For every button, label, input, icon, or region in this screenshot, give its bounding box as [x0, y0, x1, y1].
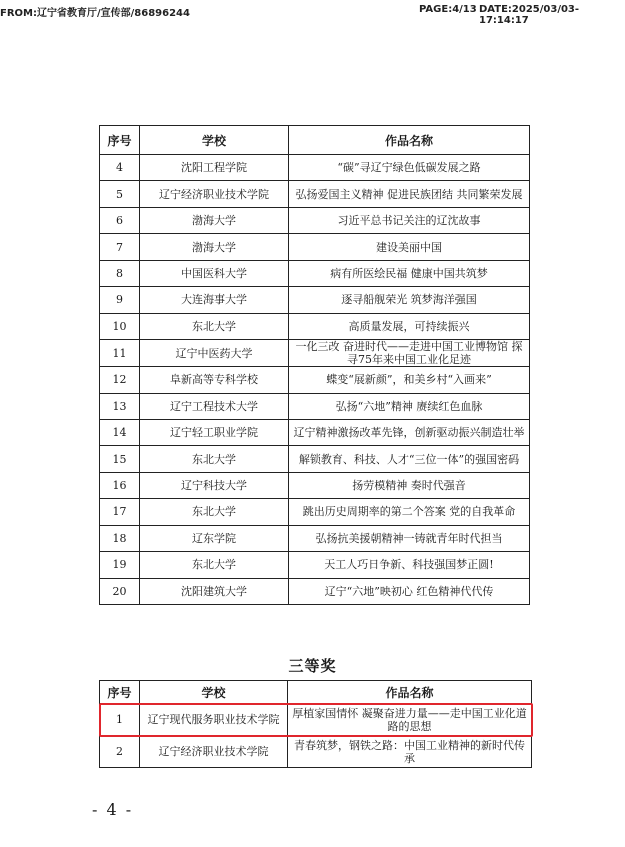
- serial-cell: 11: [100, 340, 140, 367]
- serial-cell: 12: [100, 367, 140, 393]
- work-title-cell: 弘扬“六地”精神 赓续红色血脉: [289, 393, 530, 419]
- table-row: [100, 736, 532, 768]
- school-cell: 辽宁科技大学: [140, 472, 289, 498]
- school-cell: 东北大学: [140, 313, 289, 339]
- serial-cell: 7: [100, 234, 140, 260]
- work-title-cell: “碳”寻辽宁绿色低碳发展之路: [289, 155, 530, 181]
- table-row: [100, 367, 530, 393]
- serial-cell: 13: [100, 393, 140, 419]
- fax-page: PAGE:4/13: [419, 4, 477, 15]
- section-title-third-prize: 三等奖: [288, 657, 337, 675]
- work-title-cell: 辽宁“六地”映初心 红色精神代代传: [289, 578, 530, 604]
- serial-cell: 2: [100, 736, 140, 768]
- serial-cell: 17: [100, 499, 140, 525]
- school-cell: 渤海大学: [140, 234, 289, 260]
- header-serial: 序号: [100, 681, 140, 704]
- table-row: [100, 340, 530, 367]
- school-cell: 辽宁现代服务职业技术学院: [140, 704, 288, 736]
- serial-cell: 14: [100, 419, 140, 445]
- fax-from: FROM:辽宁省教育厅/宣传部/86896244: [0, 8, 190, 19]
- table-row: [100, 419, 530, 445]
- table-row: [100, 313, 530, 339]
- work-title-cell: 青春筑梦，钢铁之路：中国工业精神的新时代传承: [288, 736, 532, 768]
- table-body: [100, 155, 530, 605]
- school-cell: 辽宁工程技术大学: [140, 393, 289, 419]
- work-title-cell: 辽宁精神激扬改革先锋，创新驱动振兴制造壮举: [289, 419, 530, 445]
- school-cell: 沈阳建筑大学: [140, 578, 289, 604]
- serial-cell: 15: [100, 446, 140, 472]
- school-cell: 辽宁经济职业技术学院: [140, 181, 289, 207]
- table-body: [100, 704, 532, 768]
- table-row: [100, 446, 530, 472]
- school-cell: 辽宁中医药大学: [140, 340, 289, 367]
- header-serial: 序号: [100, 126, 140, 155]
- school-cell: 辽宁经济职业技术学院: [140, 736, 288, 768]
- work-title-cell: 扬劳模精神 奏时代强音: [289, 472, 530, 498]
- work-title-cell: 建设美丽中国: [289, 234, 530, 260]
- serial-cell: 20: [100, 578, 140, 604]
- serial-cell: 16: [100, 472, 140, 498]
- fax-date: DATE:2025/03/03-17:14:17: [479, 4, 580, 26]
- table-row: [100, 704, 532, 736]
- table-row: [100, 181, 530, 207]
- header-school: 学校: [140, 681, 288, 704]
- serial-cell: 8: [100, 260, 140, 286]
- table-header-row: [100, 681, 532, 704]
- work-title-cell: 蝶变“展新颜”，和美乡村“入画来”: [289, 367, 530, 393]
- serial-cell: 1: [100, 704, 140, 736]
- serial-cell: 10: [100, 313, 140, 339]
- work-title-cell: 弘扬抗美援朝精神一铸就青年时代担当: [289, 525, 530, 551]
- table-row: [100, 525, 530, 551]
- work-title-cell: 一化三改 奋进时代——走进中国工业博物馆 探寻75年来中国工业化足迹: [289, 340, 530, 367]
- table-row: [100, 207, 530, 233]
- table-row: [100, 472, 530, 498]
- header-work: 作品名称: [288, 681, 532, 704]
- serial-cell: 6: [100, 207, 140, 233]
- serial-cell: 5: [100, 181, 140, 207]
- table-row: [100, 393, 530, 419]
- page-number: - 4 -: [92, 800, 134, 819]
- work-title-cell: 高质量发展，可持续振兴: [289, 313, 530, 339]
- school-cell: 大连海事大学: [140, 287, 289, 313]
- school-cell: 东北大学: [140, 499, 289, 525]
- school-cell: 渤海大学: [140, 207, 289, 233]
- school-cell: 东北大学: [140, 446, 289, 472]
- work-title-cell: 厚植家国情怀 凝聚奋进力量——走中国工业化道路的思想: [288, 704, 532, 736]
- school-cell: 沈阳工程学院: [140, 155, 289, 181]
- table-row: [100, 234, 530, 260]
- table-row: [100, 260, 530, 286]
- serial-cell: 4: [100, 155, 140, 181]
- header-work: 作品名称: [289, 126, 530, 155]
- fax-header: [0, 4, 625, 26]
- work-title-cell: 天工人巧日争新、科技强国梦正圆!: [289, 552, 530, 578]
- table-row: [100, 155, 530, 181]
- work-title-cell: 跳出历史周期率的第二个答案 党的自我革命: [289, 499, 530, 525]
- work-title-cell: 习近平总书记关注的辽沈故事: [289, 207, 530, 233]
- header-school: 学校: [140, 126, 289, 155]
- school-cell: 中国医科大学: [140, 260, 289, 286]
- serial-cell: 19: [100, 552, 140, 578]
- table-row: [100, 552, 530, 578]
- work-title-cell: 病有所医绘民福 健康中国共筑梦: [289, 260, 530, 286]
- school-cell: 阜新高等专科学校: [140, 367, 289, 393]
- school-cell: 东北大学: [140, 552, 289, 578]
- table-row: [100, 287, 530, 313]
- work-title-cell: 解锁教育、科技、人才“三位一体”的强国密码: [289, 446, 530, 472]
- work-title-cell: 弘扬爱国主义精神 促进民族团结 共同繁荣发展: [289, 181, 530, 207]
- serial-cell: 18: [100, 525, 140, 551]
- table-header-row: [100, 126, 530, 155]
- work-title-cell: 逐寻船舰荣光 筑梦海洋强国: [289, 287, 530, 313]
- third-prize-table: [99, 680, 532, 768]
- school-cell: 辽东学院: [140, 525, 289, 551]
- awards-table-continued: [99, 125, 530, 605]
- serial-cell: 9: [100, 287, 140, 313]
- table-row: [100, 578, 530, 604]
- table-row: [100, 499, 530, 525]
- school-cell: 辽宁轻工职业学院: [140, 419, 289, 445]
